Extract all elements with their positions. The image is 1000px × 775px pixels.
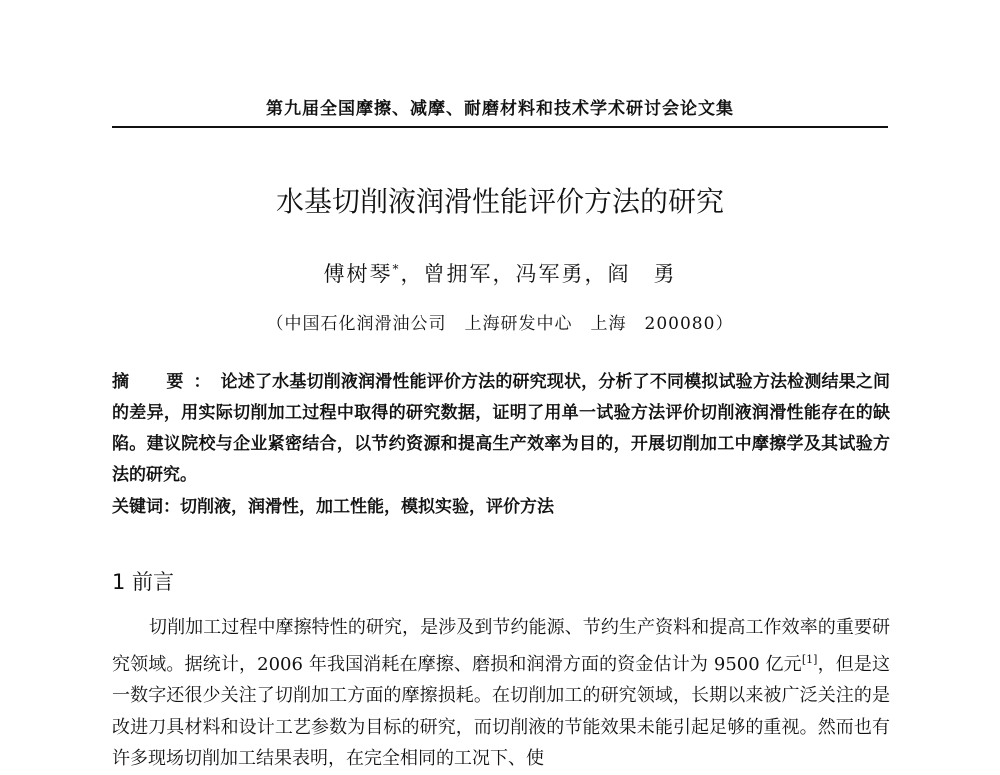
abstract-text: 论述了水基切削液润滑性能评价方法的研究现状，分析了不同模拟试验方法检测结果之间的差异，用实际切削加工过程中取得的研究数据，证明了用单一试验方法评价切削液润滑性能存在的缺陷。建议院校与企业紧密结合，以节约资源和提高生产效率为目的，开展切削加工中摩擦学及其试验方法的研究。 xyxy=(112,372,891,485)
keywords xyxy=(112,493,890,521)
keywords-text: 切削液，润滑性，加工性能，模拟实验，评价方法 xyxy=(180,497,554,517)
corresponding-author-mark: * xyxy=(392,262,401,276)
section-heading-introduction: 1 前言 xyxy=(112,570,175,594)
abstract xyxy=(112,367,890,491)
running-header: 第九届全国摩擦、减摩、耐磨材料和技术学术研讨会论文集 xyxy=(266,99,734,119)
citation-ref[interactable]: [1] xyxy=(801,652,818,666)
affiliation: （中国石化润滑油公司 上海研发中心 上海 200080） xyxy=(266,314,734,334)
body-text-part-2: ，但是这一数字还很少关注了切削加工方面的摩擦损耗。在切削加工的研究领域，长期以来被广泛关注的是改进刀具材料和设计工艺参数为目标的研究，而切削液的节能效果未能引起足够的重视。然而也有许多现场切削加工结果表明，在完全相同的工况下、使 xyxy=(112,653,890,769)
other-authors: ，曾拥军，冯军勇，阎 勇 xyxy=(400,262,677,286)
first-author: 傅树琴 xyxy=(323,262,393,286)
body-text-part-1: 切削加工过程中摩擦特性的研究，是涉及到节约能源、节约生产资料和提高工作效率的重要研究领域。据统计，2006 年我国消耗在摩擦、磨损和润滑方面的资金估计为 9500 亿元 xyxy=(112,617,890,675)
paper-title: 水基切削液润滑性能评价方法的研究 xyxy=(275,185,724,218)
keywords-label: 关键词： xyxy=(112,497,180,517)
header-rule xyxy=(112,126,888,128)
author-list xyxy=(0,258,1000,288)
body-paragraph xyxy=(112,612,890,775)
abstract-label: 摘 要： xyxy=(112,372,221,392)
